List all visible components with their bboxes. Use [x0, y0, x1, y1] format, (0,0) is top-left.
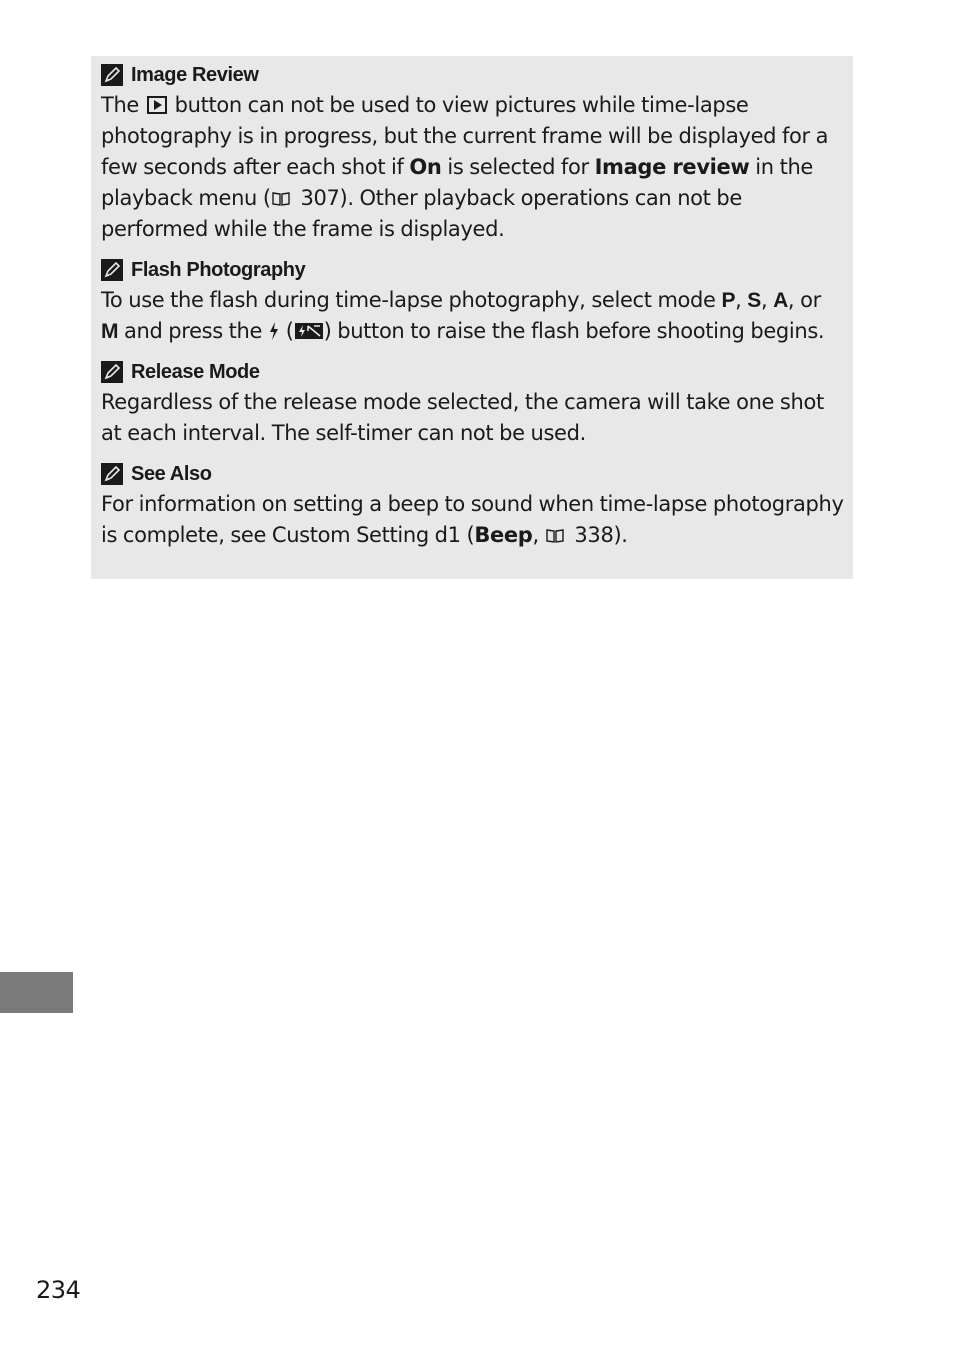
notes-box: [91, 56, 853, 579]
text: 338).: [568, 523, 628, 547]
note-title: See Also: [131, 462, 212, 485]
note-see-also: [101, 459, 845, 551]
text: (: [279, 319, 294, 343]
text: , or: [787, 288, 821, 312]
text: ,: [760, 288, 774, 312]
text: To use the flash during time-lapse photography, select mode: [101, 288, 722, 312]
note-heading: [101, 357, 845, 387]
text: and press the: [118, 319, 268, 343]
note-flash-photography: [101, 255, 845, 347]
mode-a: A: [773, 289, 788, 312]
note-title: Release Mode: [131, 360, 260, 383]
setting-beep: Beep: [474, 523, 533, 547]
note-heading: [101, 459, 845, 489]
section-side-tab: [0, 972, 73, 1013]
note-release-mode: [101, 357, 845, 449]
note-body: [101, 489, 845, 551]
pencil-note-icon: [101, 259, 123, 281]
pencil-note-icon: [101, 361, 123, 383]
book-icon: [545, 528, 565, 544]
note-image-review: [101, 60, 845, 245]
mode-s: S: [747, 289, 761, 312]
mode-p: P: [721, 289, 736, 312]
flash-icon: [268, 321, 280, 341]
note-body: Regardless of the release mode selected, the camera will take one shot at each interval. The self-timer can not be used.: [101, 390, 824, 445]
book-icon: [271, 191, 291, 207]
menu-item-image-review: Image review: [594, 155, 750, 179]
text: ,: [735, 288, 748, 312]
text: is selected for: [441, 155, 595, 179]
note-title: Image Review: [131, 63, 259, 86]
text: For information on setting a beep to sound when time-lapse photography is complete, see Custom Setting d1 (: [101, 492, 844, 547]
text: 307). Other playback operations can not be performed while the frame is displayed.: [101, 186, 742, 241]
option-on: On: [409, 155, 442, 179]
mode-m: M: [101, 320, 119, 343]
text: ) button to raise the flash before shooting begins.: [323, 319, 825, 343]
note-title: Flash Photography: [131, 258, 306, 281]
note-heading: [101, 255, 845, 285]
text: ,: [532, 523, 545, 547]
note-heading: [101, 60, 845, 90]
note-body: [101, 285, 845, 347]
text: in the playback menu (: [101, 155, 813, 210]
pencil-note-icon: [101, 64, 123, 86]
text: button can not be used to view pictures while time-lapse photography is in progress, but the current frame will be displayed for a few seconds after each shot if: [101, 93, 829, 179]
text: The: [101, 93, 145, 117]
page-number: 234: [36, 1276, 81, 1304]
pencil-note-icon: [101, 463, 123, 485]
note-body: [101, 90, 845, 245]
playback-button-icon: [147, 96, 167, 114]
flash-compensation-icon: [294, 322, 324, 340]
